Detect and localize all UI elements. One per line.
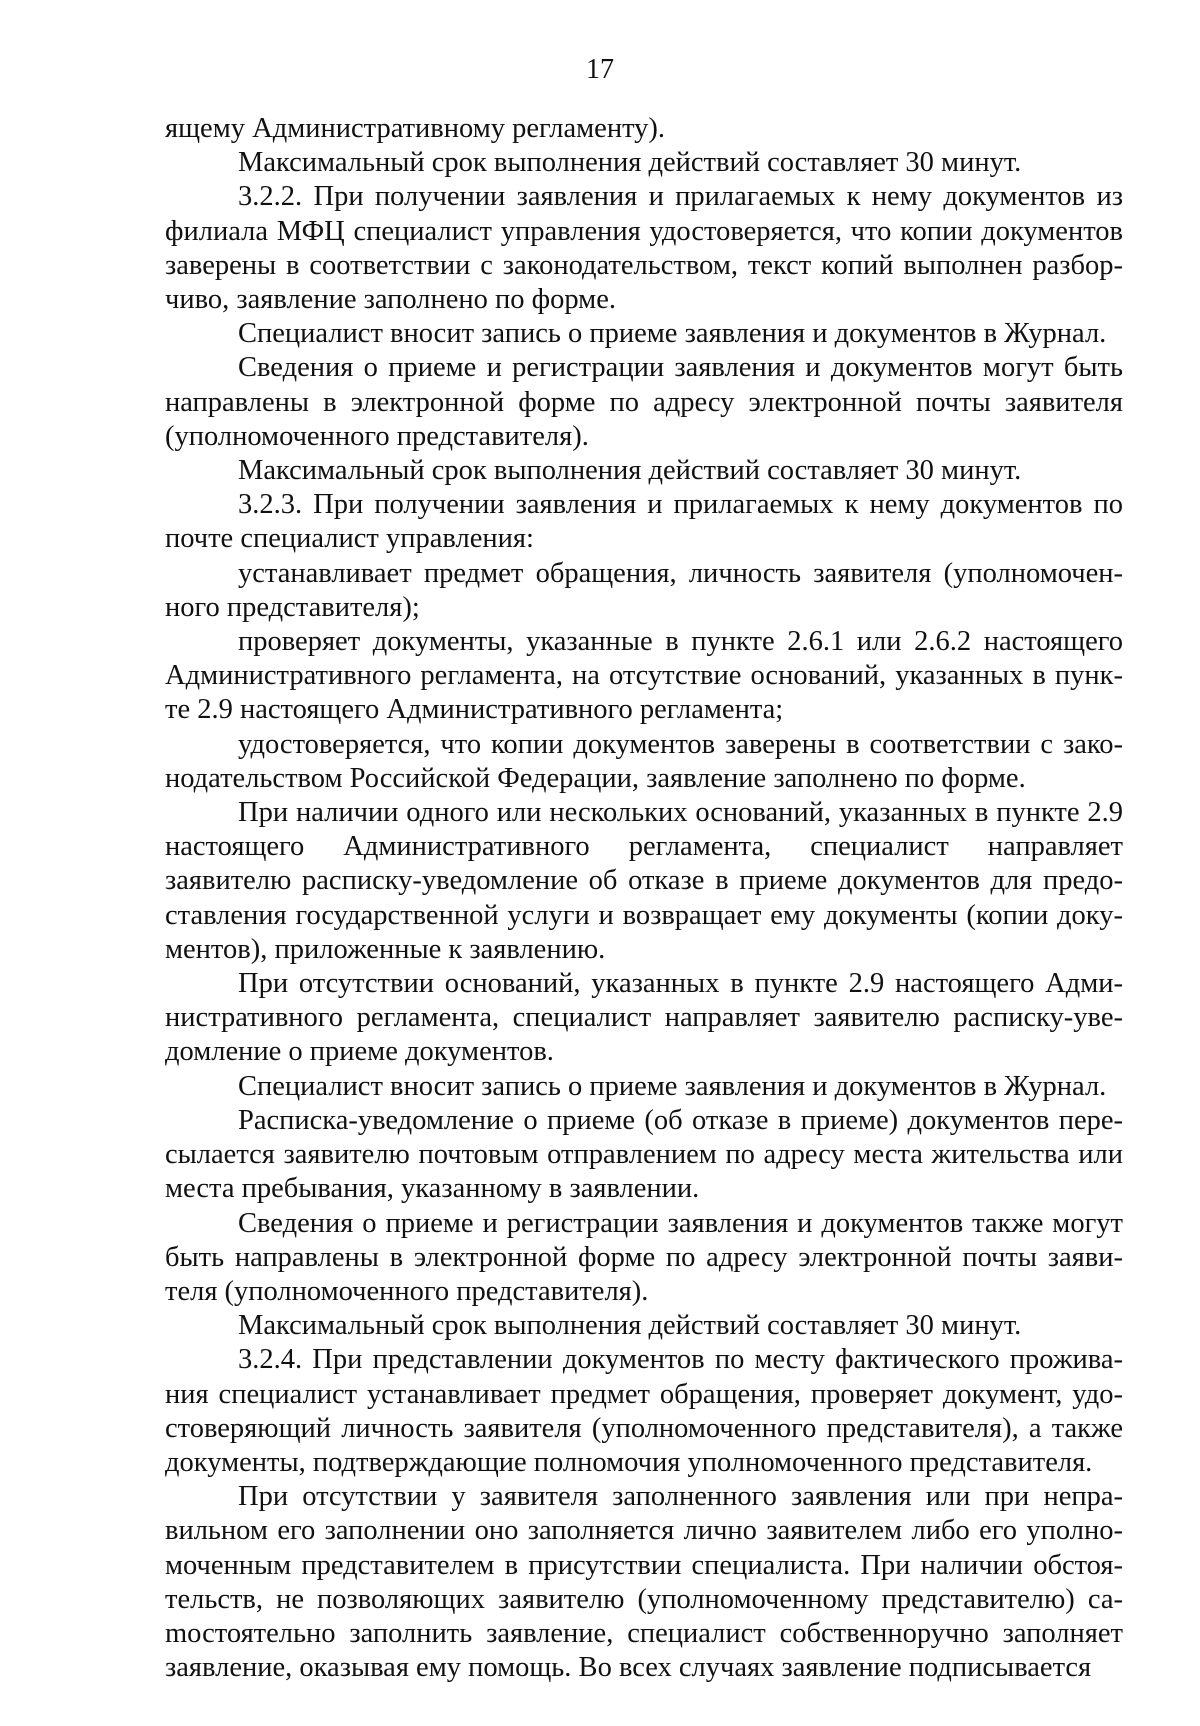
paragraph-email-notice: Сведения о приеме и регистрации заявления и документов могут быть направлены в электронной форме по адресу электронной почты заявителя (уполномоченного представителя). <box>165 352 1123 452</box>
paragraph-3-2-2: 3.2.2. При получении заявления и прилагаемых к нему документов из филиала МФЦ специалист управления удостоверяется, что копии документов заверены в соответствии с законодательством, текст копий выполнен разборчиво, заявление заполнено по форме. <box>165 181 1123 316</box>
paragraph-journal-entry: Специалист вносит запись о приеме заявления и документов в Журнал. <box>238 318 1107 350</box>
paragraph-journal-entry: Специалист вносит запись о приеме заявления и документов в Журнал. <box>238 1070 1107 1102</box>
paragraph-application-filling: При отсутствии у заявителя заполненного заявления или при неправильном его заполнении оно заполняется лично заявителем либо его уполномоченным представителем в присутствии специалиста. При наличии обстоятельств, не позволяющих заявителю (уполномоченному представителю) саmостоятельно заполнить заявление, специалист собственноручно заполняет заявление, оказывая ему помощь. Во всех случаях заявление подписывается <box>165 1481 1123 1684</box>
paragraph-list-item: проверяет документы, указанные в пункте 2.6.1 или 2.6.2 настоящего Административного регламента, на отсутствие оснований, указанных в пункте 2.9 настоящего Административного регламента; <box>165 626 1123 726</box>
paragraph-3-2-4: 3.2.4. При представлении документов по месту фактического проживания специалист устанавливает предмет обращения, проверяет документ, удостоверяющий личность заявителя (уполномоченного представителя), а также документы, подтверждающие полномочия уполномоченного представителя. <box>165 1344 1123 1478</box>
paragraph-list-item: устанавливает предмет обращения, личность заявителя (уполномоченного представителя); <box>165 557 1123 623</box>
paragraph-3-2-3: 3.2.3. При получении заявления и прилагаемых к нему документов по почте специалист управления: <box>165 489 1123 555</box>
paragraph-deadline: Максимальный срок выполнения действий составляет 30 минут. <box>238 455 1022 487</box>
document-body <box>165 112 1123 1685</box>
paragraph-acceptance: При отсутствии оснований, указанных в пункте 2.9 настоящего Административного регламента, специалист направляет заявителю расписку-уведомление о приеме документов. <box>165 968 1123 1068</box>
paragraph-deadline: Максимальный срок выполнения действий составляет 30 минут. <box>238 1310 1022 1342</box>
paragraph-refusal: При наличии одного или нескольких оснований, указанных в пункте 2.9 настоящего Административного регламента, специалист направляет заявителю расписку-уведомление об отказе в приеме документов для предоставления государственной услуги и возвращает ему документы (копии документов), приложенные к заявлению. <box>165 797 1123 965</box>
paragraph-continuation: ящему Административному регламенту). <box>165 113 666 144</box>
paragraph-list-item: удостоверяется, что копии документов заверены в соответствии с законодательством Российской Федерации, заявление заполнено по форме. <box>165 728 1123 794</box>
paragraph-mail-notice: Расписка-уведомление о приеме (об отказе в приеме) документов пересылается заявителю почтовым отправлением по адресу места жительства или места пребывания, указанному в заявлении. <box>165 1104 1123 1205</box>
paragraph-deadline: Максимальный срок выполнения действий составляет 30 минут. <box>238 147 1022 179</box>
page-number: 17 <box>586 54 614 85</box>
paragraph-email-notice: Сведения о приеме и регистрации заявления и документов также могут быть направлены в электронной форме по адресу электронной почты заявителя (уполномоченного представителя). <box>165 1207 1123 1307</box>
